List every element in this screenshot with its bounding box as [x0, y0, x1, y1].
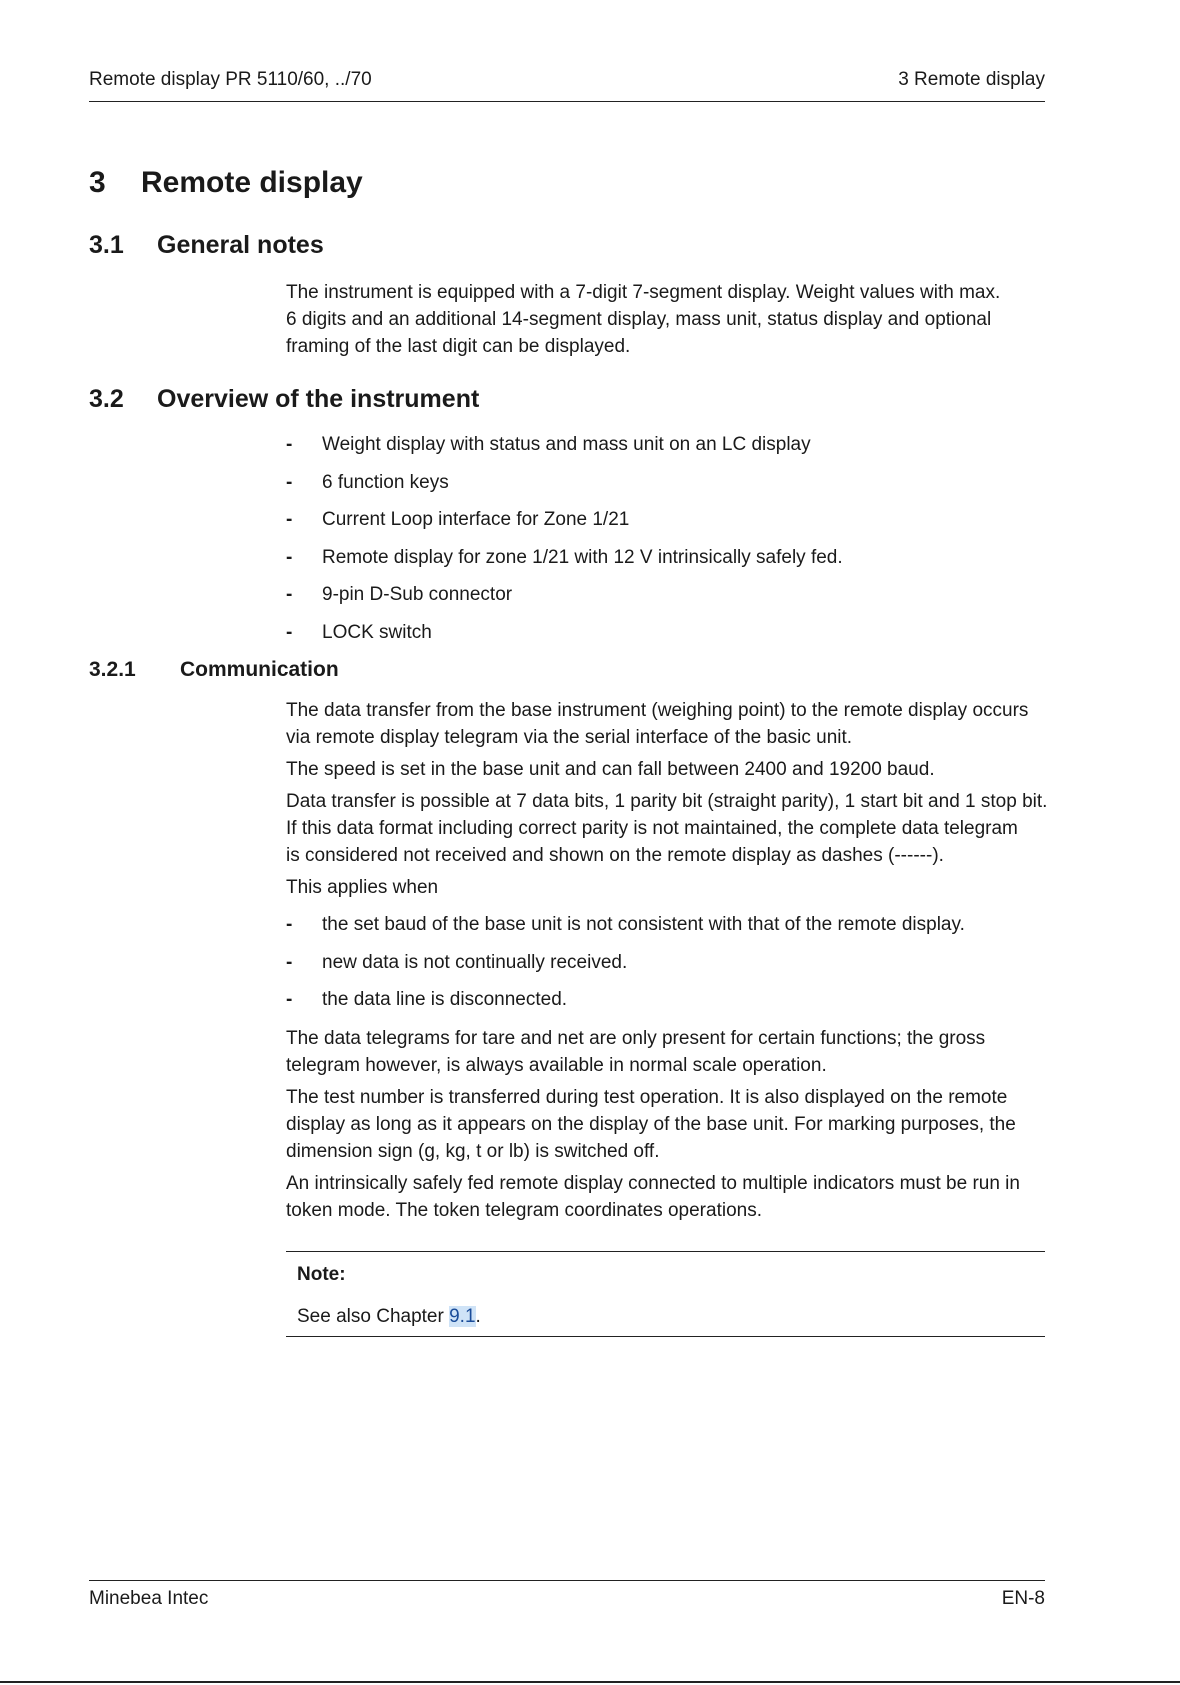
dash-bullet: -: [286, 434, 293, 455]
bottom-divider: [0, 1681, 1180, 1683]
communication-paragraph-4: [286, 874, 1048, 901]
section-heading-3-2: [89, 385, 479, 414]
subsection-title: Communication: [180, 658, 339, 681]
list-item: [286, 584, 1048, 622]
note-text: [297, 1306, 481, 1328]
dash-bullet: -: [286, 584, 293, 605]
list-item: [286, 434, 1048, 472]
text-line: 6 digits and an additional 14-segment display, mass unit, status display and optional: [286, 309, 992, 330]
communication-paragraph-6: [286, 1084, 1048, 1165]
footer-page-number: EN-8: [1001, 1588, 1045, 1609]
text-line: The data transfer from the base instrument (weighing point) to the remote display occurs: [286, 700, 1029, 721]
list-item: [286, 509, 1048, 547]
list-item-text: LOCK switch: [322, 621, 432, 643]
list-item: [286, 914, 1048, 952]
text-line: framing of the last digit can be displayed.: [286, 336, 631, 357]
communication-paragraph-3: [286, 788, 1048, 869]
dash-bullet: -: [286, 546, 293, 568]
communication-paragraph-7: [286, 1170, 1048, 1224]
list-item-text: Current Loop interface for Zone 1/21: [322, 509, 630, 530]
general-notes-paragraph: [286, 279, 1048, 360]
text-line: dimension sign (g, kg, t or lb) is switched off.: [286, 1141, 660, 1162]
list-item: [286, 952, 1048, 990]
communication-paragraph-1: [286, 697, 1048, 751]
section-number: 3.2: [89, 385, 124, 413]
section-title: Overview of the instrument: [157, 385, 480, 413]
list-item-text: the data line is disconnected.: [322, 989, 568, 1010]
text-line: display as long as it appears on the display of the base unit. For marking purposes, the: [286, 1114, 1016, 1135]
text-line: An intrinsically safely fed remote display connected to multiple indicators must be run in: [286, 1173, 1020, 1194]
dash-bullet: -: [286, 914, 293, 935]
header-chapter-title: 3 Remote display: [898, 69, 1045, 90]
page-footer: [89, 1580, 1045, 1617]
text-line: The instrument is equipped with a 7-digit 7-segment display. Weight values with max.: [286, 282, 1001, 303]
text-line: token mode. The token telegram coordinates operations.: [286, 1200, 762, 1221]
text-line: Data transfer is possible at 7 data bits, 1 parity bit (straight parity), 1 start bit and 1 stop bit.: [286, 791, 1048, 812]
dash-bullet: -: [286, 951, 293, 973]
note-title: Note:: [297, 1264, 346, 1285]
chapter-number: 3: [89, 166, 106, 199]
list-item-text: the set baud of the base unit is not consistent with that of the remote display.: [322, 914, 965, 935]
footer-company: Minebea Intec: [89, 1588, 209, 1609]
note-prefix: See also Chapter: [297, 1306, 450, 1327]
list-item: [286, 547, 1048, 585]
communication-paragraph-5: [286, 1025, 1048, 1079]
list-item-text: Weight display with status and mass unit on an LC display: [322, 434, 811, 455]
text-line: The test number is transferred during test operation. It is also displayed on the remote: [286, 1087, 1008, 1108]
list-item: [286, 472, 1048, 510]
note-suffix: .: [475, 1306, 481, 1327]
subsection-heading-3-2-1: [89, 658, 339, 682]
text-line: If this data format including correct parity is not maintained, the complete data telegram: [286, 818, 1018, 839]
communication-paragraph-2: [286, 756, 1048, 783]
text-line: This applies when: [286, 877, 439, 898]
note-box: [286, 1251, 1045, 1337]
subsection-number: 3.2.1: [89, 658, 136, 681]
overview-bullet-list: [286, 434, 1048, 659]
chapter-heading: [89, 166, 363, 200]
header-document-title: Remote display PR 5110/60, ../70: [89, 69, 372, 90]
text-line: The data telegrams for tare and net are only present for certain functions; the gross: [286, 1028, 986, 1049]
chapter-reference-link[interactable]: 9.1: [449, 1306, 476, 1327]
dash-bullet: -: [286, 989, 293, 1010]
text-line: The speed is set in the base unit and can fall between 2400 and 19200 baud.: [286, 759, 935, 780]
dash-bullet: -: [286, 621, 293, 643]
list-item-text: 6 function keys: [322, 471, 449, 493]
page-header: [89, 69, 1045, 102]
list-item-text: new data is not continually received.: [322, 951, 628, 973]
section-title: General notes: [157, 231, 324, 259]
list-item-text: Remote display for zone 1/21 with 12 V intrinsically safely fed.: [322, 546, 843, 568]
dash-bullet: -: [286, 509, 293, 530]
section-heading-3-1: [89, 231, 324, 260]
chapter-title: Remote display: [141, 166, 363, 199]
list-item-text: 9-pin D-Sub connector: [322, 584, 513, 605]
conditions-bullet-list: [286, 914, 1048, 1027]
text-line: telegram however, is always available in normal scale operation.: [286, 1055, 827, 1076]
section-number: 3.1: [89, 231, 124, 259]
text-line: is considered not received and shown on the remote display as dashes (------).: [286, 845, 944, 866]
list-item: [286, 622, 1048, 660]
list-item: [286, 989, 1048, 1027]
dash-bullet: -: [286, 471, 293, 493]
text-line: via remote display telegram via the serial interface of the basic unit.: [286, 727, 853, 748]
